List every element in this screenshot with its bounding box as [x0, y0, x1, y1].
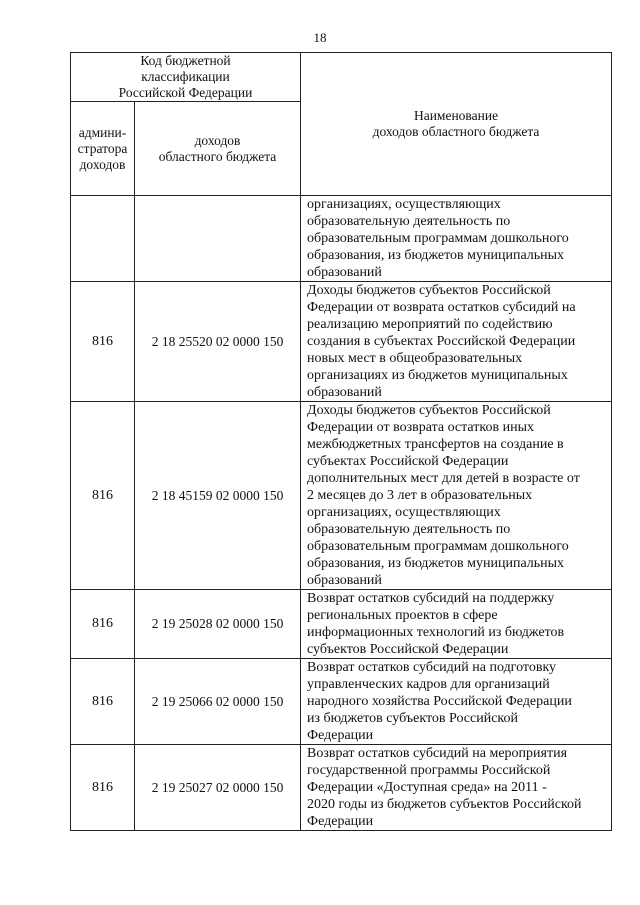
income-name: [301, 590, 612, 659]
income-name-line: Возврат остатков субсидий на подготовку: [307, 660, 557, 675]
table-row: [71, 745, 612, 831]
table-row: [71, 282, 612, 402]
income-name-line: образовательным программам дошкольного: [307, 231, 569, 246]
administrator-code: [71, 196, 135, 282]
income-name: [301, 659, 612, 745]
header-classification-code: Код бюджетной классификации Российской Федерации: [71, 53, 301, 102]
table-row: [71, 659, 612, 745]
income-name-line: Возврат остатков субсидий на мероприятия: [307, 746, 568, 761]
header-income-code: доходов областного бюджета: [135, 102, 301, 196]
administrator-code: 816: [71, 745, 135, 831]
income-code: 2 19 25028 02 0000 150: [135, 590, 301, 659]
income-name-line: региональных проектов в сфере: [307, 608, 498, 623]
income-name-line: субъектах Российской Федерации: [307, 454, 509, 469]
income-name-line: 2020 годы из бюджетов субъектов Российской: [307, 797, 582, 812]
income-name-line: из бюджетов субъектов Российской: [307, 711, 519, 726]
header-row-top: [71, 53, 612, 102]
administrator-code: 816: [71, 590, 135, 659]
income-code: 2 18 45159 02 0000 150: [135, 402, 301, 590]
income-name-line: новых мест в общеобразовательных: [307, 351, 523, 366]
income-name-line: образования, из бюджетов муниципальных: [307, 248, 565, 263]
income-name-line: организациях из бюджетов муниципальных: [307, 368, 568, 383]
page-number: 18: [313, 30, 327, 45]
administrator-code: 816: [71, 402, 135, 590]
income-name-line: Федерации от возврата остатков субсидий на: [307, 300, 576, 315]
income-code: [135, 196, 301, 282]
income-name: [301, 745, 612, 831]
income-name-line: Доходы бюджетов субъектов Российской: [307, 283, 551, 298]
income-name: [301, 402, 612, 590]
table-row: [71, 402, 612, 590]
income-name-line: создания в субъектах Российской Федерации: [307, 334, 576, 349]
table-row: [71, 590, 612, 659]
income-name-line: Доходы бюджетов субъектов Российской: [307, 403, 551, 418]
income-name-line: управленческих кадров для организаций: [307, 677, 550, 692]
income-code: 2 18 25520 02 0000 150: [135, 282, 301, 402]
budget-classification-table: [70, 52, 612, 831]
income-name-line: организациях, осуществляющих: [307, 197, 501, 212]
income-name-line: Возврат остатков субсидий на поддержку: [307, 591, 555, 606]
income-name-line: образований: [307, 265, 382, 280]
administrator-code: 816: [71, 659, 135, 745]
header-income-name: Наименование доходов областного бюджета: [301, 53, 612, 196]
income-name-line: организациях, осуществляющих: [307, 505, 501, 520]
income-name-line: субъектов Российской Федерации: [307, 642, 509, 657]
header-administrator: админи- стратора доходов: [71, 102, 135, 196]
table-row: [71, 196, 612, 282]
income-name-line: межбюджетных трансфертов на создание в: [307, 437, 564, 452]
income-name: [301, 196, 612, 282]
income-name-line: государственной программы Российской: [307, 763, 551, 778]
income-name-line: информационных технологий из бюджетов: [307, 625, 565, 640]
income-name-line: образовательным программам дошкольного: [307, 539, 569, 554]
income-name-line: дополнительных мест для детей в возрасте от: [307, 471, 580, 486]
income-name: [301, 282, 612, 402]
income-name-line: Федерации «Доступная среда» на 2011 -: [307, 780, 547, 795]
income-name-line: Федерации от возврата остатков иных: [307, 420, 534, 435]
income-name-line: реализацию мероприятий по содействию: [307, 317, 553, 332]
income-name-line: Федерации: [307, 814, 374, 829]
administrator-code: 816: [71, 282, 135, 402]
table-body: [71, 196, 612, 831]
income-name-line: образований: [307, 385, 382, 400]
income-name-line: образования, из бюджетов муниципальных: [307, 556, 565, 571]
income-name-line: народного хозяйства Российской Федерации: [307, 694, 572, 709]
income-name-line: образований: [307, 573, 382, 588]
income-name-line: 2 месяцев до 3 лет в образовательных: [307, 488, 533, 503]
income-name-line: образовательную деятельность по: [307, 214, 511, 229]
income-code: 2 19 25027 02 0000 150: [135, 745, 301, 831]
income-code: 2 19 25066 02 0000 150: [135, 659, 301, 745]
income-name-line: Федерации: [307, 728, 374, 743]
income-name-line: образовательную деятельность по: [307, 522, 511, 537]
